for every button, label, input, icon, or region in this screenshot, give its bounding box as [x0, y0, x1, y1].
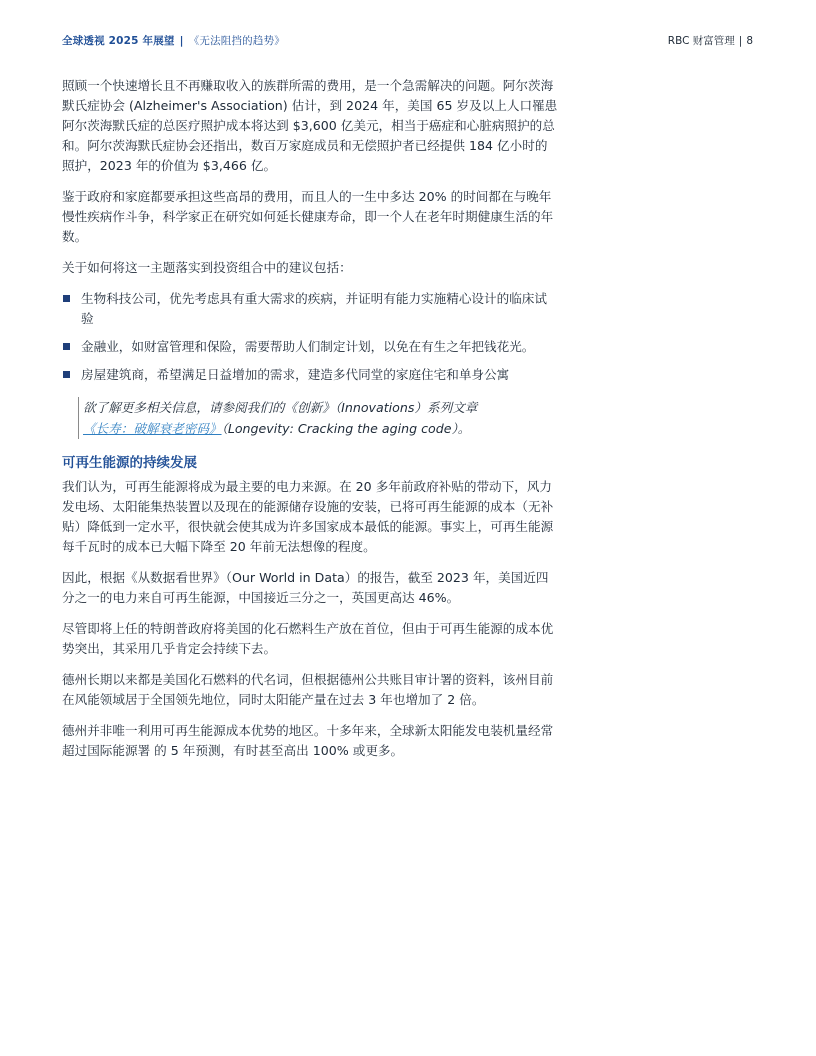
article-body [62, 76, 558, 772]
list-item [62, 337, 558, 357]
list-item-text: 生物科技公司，优先考虑具有重大需求的疾病，并证明有能力实施精心设计的临床试验 [81, 291, 547, 326]
header-separator-right: | [738, 35, 743, 47]
running-header-title-group [62, 33, 285, 48]
list-item [62, 365, 558, 385]
paragraph-care-costs: 照顾一个快速增长且不再赚取收入的族群所需的费用，是一个急需解决的问题。阿尔茨海默氏症协会 (Alzheimer's Association) 估计，到 2024 年，美国 65 岁及以上人口罹患阿尔茨海默氏症的总医疗照护成本将达到 $3,600 亿美元，相当于癌症和心脏病照护的总和。阿尔茨海默氏症协会还指出，数百万家庭成员和无偿照护者已经提供 184 亿小时的照护，2023 年的价值为 $3,466 亿。 [62, 78, 558, 173]
report-title: 全球透视 2025 年展望 [62, 35, 175, 47]
paragraph-solar-forecast: 德州并非唯一利用可再生能源成本优势的地区。十多年来，全球新太阳能发电装机量经常超过国际能源署 的 5 年预测，有时甚至高出 100% 或更多。 [62, 723, 554, 758]
portfolio-suggestion-list [62, 289, 558, 385]
report-subtitle: 《无法阻挡的趋势》 [188, 35, 285, 47]
section-heading-renewables: 可再生能源的持续发展 [62, 455, 197, 471]
header-separator: | [179, 35, 184, 47]
bullet-square-icon [63, 371, 70, 378]
bullet-square-icon [63, 295, 70, 302]
paragraph-texas: 德州长期以来都是美国化石燃料的代名词，但根据德州公共账目审计署的资料，该州目前在风能领域居于全国领先地位，同时太阳能产量在过去 3 年也增加了 2 倍。 [62, 672, 554, 707]
longevity-article-link[interactable]: 《长寿：破解衰老密码》 [83, 421, 222, 436]
further-reading-callout [78, 397, 558, 439]
paragraph-renewables-cost: 我们认为，可再生能源将成为最主要的电力来源。在 20 多年前政府补贴的带动下，风力发电场、太阳能集热装置以及现在的能源储存设施的安装，已将可再生能源的成本（无补贴）降低到一定水平，很快就会使其成为许多国家成本最低的能源。事实上，可再生能源每千瓦时的成本已大幅下降至 20 年前无法想像的程度。 [62, 479, 554, 554]
bullet-square-icon [63, 343, 70, 350]
callout-intro-text: 欲了解更多相关信息，请参阅我们的《创新》（Innovations）系列文章 [83, 400, 478, 415]
brand-name: RBC 财富管理 [667, 35, 735, 47]
list-item [62, 289, 558, 329]
paragraph-healthspan: 鉴于政府和家庭都要承担这些高昂的费用，而且人的一生中多达 20% 的时间都在与晚年慢性疾病作斗争，科学家正在研究如何延长健康寿命，即一个人在老年时期健康生活的年数。 [62, 189, 554, 244]
list-item-text: 房屋建筑商，希望满足日益增加的需求，建造多代同堂的家庭住宅和单身公寓 [81, 367, 510, 382]
list-item-text: 金融业，如财富管理和保险，需要帮助人们制定计划，以免在有生之年把钱花光。 [81, 339, 535, 354]
paragraph-renewables-share: 因此，根据《从数据看世界》（Our World in Data）的报告，截至 2023 年，美国近四分之一的电力来自可再生能源，中国接近三分之一，英国更高达 46%。 [62, 570, 549, 605]
paragraph-policy: 尽管即将上任的特朗普政府将美国的化石燃料生产放在首位，但由于可再生能源的成本优势突出，其采用几乎肯定会持续下去。 [62, 621, 554, 656]
paragraph-portfolio-intro: 关于如何将这一主题落实到投资组合中的建议包括： [62, 260, 352, 275]
running-header-brand-group [668, 33, 753, 48]
page-number: 8 [746, 35, 753, 47]
callout-outro-text: （Longevity: Cracking the aging code）。 [221, 421, 471, 436]
